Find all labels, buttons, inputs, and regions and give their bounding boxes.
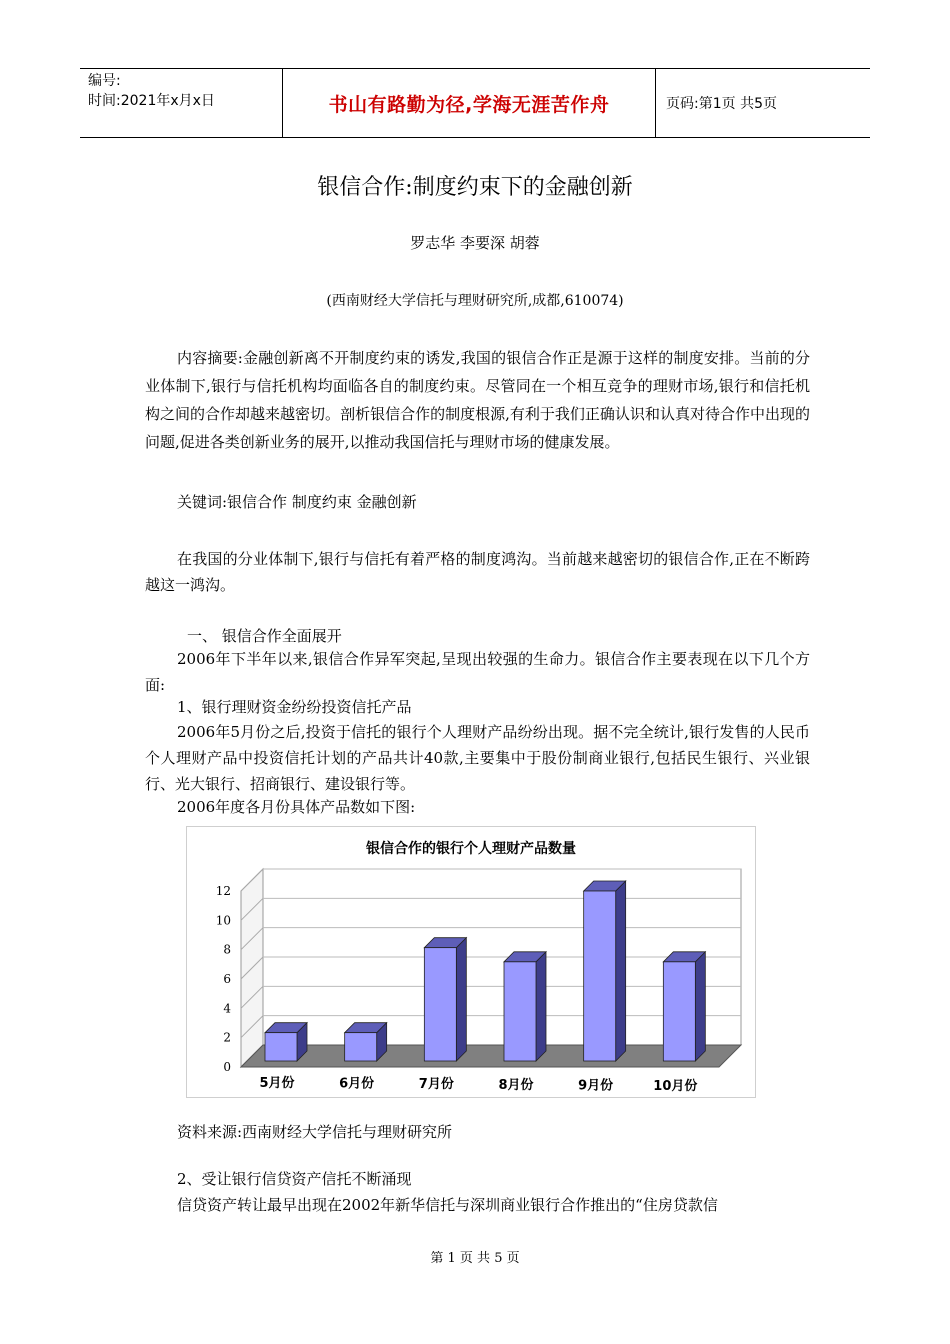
doc-number-label: 编号: — [88, 73, 121, 89]
chart-y-tick-label: 8 — [223, 942, 231, 957]
chart-bar-front — [584, 891, 616, 1061]
bar-chart-svg — [187, 827, 755, 1097]
chart-y-ticks — [216, 884, 232, 1074]
chart-x-tick-label: 8月份 — [498, 1077, 534, 1093]
chart-x-ticks — [259, 1075, 697, 1094]
paper-affiliation: (西南财经大学信托与理财研究所,成都,610074) — [326, 293, 624, 309]
section1-paragraph: 2006年下半年以来,银信合作异军突起,呈现出较强的生命力。银信合作主要表现在以下几个方面: — [145, 650, 810, 694]
chart-x-tick-label: 5月份 — [259, 1076, 295, 1091]
chart-bar-side — [695, 952, 705, 1061]
chart-bar-front — [424, 948, 456, 1061]
chart-x-tick-label: 7月份 — [418, 1077, 454, 1093]
header-page-label: 页码:第1页 共5页 — [666, 96, 777, 112]
header-meta — [80, 69, 282, 137]
chart-bar-front — [345, 1033, 377, 1061]
paper-authors: 罗志华 李要深 胡蓉 — [410, 234, 540, 252]
chart-y-tick-label: 4 — [223, 1001, 231, 1016]
chart-x-tick-label: 10月份 — [653, 1079, 698, 1094]
section1-heading: 一、 银信合作全面展开 — [187, 627, 342, 645]
chart-x-tick-label: 6月份 — [339, 1076, 375, 1092]
intro-paragraph: 在我国的分业体制下,银行与信托有着严格的制度鸿沟。当前越来越密切的银信合作,正在不断跨越这一鸿沟。 — [145, 550, 810, 594]
subsection1-paragraph: 2006年5月份之后,投资于信托的银行个人理财产品纷纷出现。据不完全统计,银行发售的人民币个人理财产品中投资信托计划的产品共计40款,主要集中于股份制商业银行,包括民生银行、兴业银行、光大银行、招商银行、建设银行等。 — [145, 723, 810, 793]
header-page-cell — [656, 69, 870, 137]
chart-y-tick-label: 6 — [223, 972, 231, 986]
chart-bar — [345, 1023, 387, 1061]
chart-bar-front — [265, 1033, 297, 1061]
chart-bar-side — [536, 952, 546, 1061]
doc-time-label: 时间:2021年x月x日 — [88, 93, 215, 109]
chart-y-tick-label: 12 — [215, 884, 231, 898]
subsection1-heading: 1、银行理财资金纷纷投资信托产品 — [177, 698, 412, 716]
chart-bar — [265, 1023, 307, 1061]
chart-bar — [663, 952, 705, 1061]
subsection2-heading: 2、受让银行信贷资产信托不断涌现 — [177, 1170, 412, 1188]
chart-bar — [424, 938, 466, 1061]
header-motto-cell — [282, 69, 656, 137]
chart-x-tick-label: 9月份 — [578, 1078, 614, 1094]
chart-bar-front — [663, 962, 695, 1061]
chart-source: 资料来源:西南财经大学信托与理财研究所 — [177, 1123, 453, 1141]
abstract-paragraph: 内容摘要:金融创新离不开制度约束的诱发,我国的银信合作正是源于这样的制度安排。当前的分业体制下,银行与信托机构均面临各自的制度约束。尽管同在一个相互竞争的理财市场,银行和信托机构之间的合作却越来越密切。剖析银信合作的制度根源,有利于我们正确认识和认真对待合作中出现的问题,促进各类创新业务的展开,以推动我国信托与理财市场的健康发展。 — [145, 349, 810, 451]
chart-y-tick-label: 0 — [223, 1060, 231, 1074]
chart-title: 银信合作的银行个人理财产品数量 — [366, 841, 576, 857]
chart-bar — [584, 881, 626, 1061]
chart-bar — [504, 952, 546, 1061]
chart-bar-front — [504, 962, 536, 1061]
page-footer: 第 1 页 共 5 页 — [430, 1251, 520, 1266]
chart-y-tick-label: 2 — [223, 1030, 231, 1045]
page-header — [80, 68, 870, 138]
subsection2-paragraph: 信贷资产转让最早出现在2002年新华信托与深圳商业银行合作推出的“住房贷款信 — [177, 1196, 718, 1214]
chart-bar-side — [456, 938, 466, 1061]
keywords-line: 关键词:银信合作 制度约束 金融创新 — [177, 493, 417, 511]
chart-intro-line: 2006年度各月份具体产品数如下图: — [177, 798, 416, 816]
header-motto: 书山有路勤为径,学海无涯苦作舟 — [328, 93, 610, 116]
chart-y-tick-label: 10 — [215, 913, 231, 928]
chart-bar-side — [616, 881, 626, 1061]
paper-title: 银信合作:制度约束下的金融创新 — [317, 175, 633, 200]
bar-chart — [186, 826, 756, 1098]
